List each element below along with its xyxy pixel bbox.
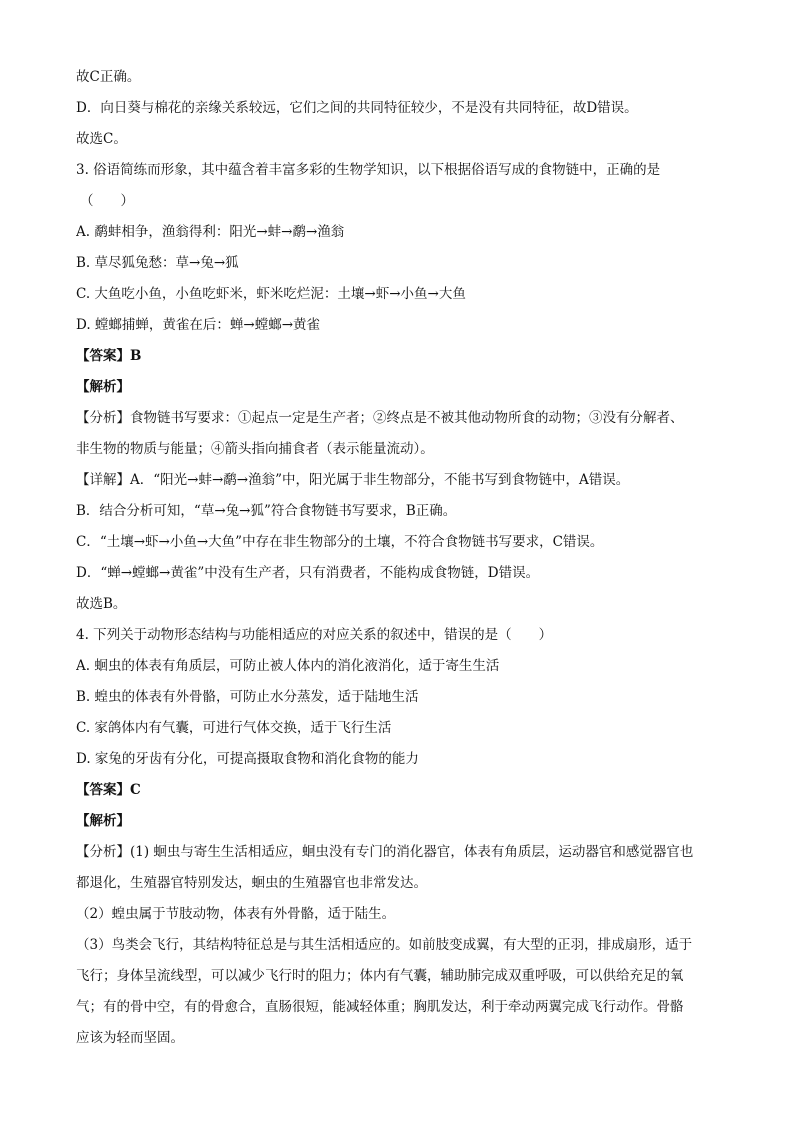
analysis-text: 应该为轻而坚固。 (76, 1030, 184, 1046)
option-c: C. 大鱼吃小鱼，小鱼吃虾米，虾米吃烂泥：土壤→虾→小鱼→大鱼 (76, 286, 466, 302)
detail-text: B．结合分析可知，“草→兔→狐”符合食物链书写要求，B正确。 (76, 503, 457, 519)
analysis-text: 都退化，生殖器官特别发达，蛔虫的生殖器官也非常发达。 (76, 875, 427, 891)
text-line: 故选B。 (76, 596, 127, 612)
option-a: A. 鹬蚌相争，渔翁得利：阳光→蚌→鹬→渔翁 (76, 224, 345, 240)
option-b: B. 蝗虫的体表有外骨骼，可防止水分蒸发，适于陆地生活 (76, 689, 419, 705)
option-d: D. 家兔的牙齿有分化，可提高摄取食物和消化食物的能力 (76, 751, 419, 767)
text-line: 故选C。 (76, 131, 127, 147)
detail-text: C．“土壤→虾→小鱼→大鱼”中存在非生物部分的土壤，不符合食物链书写要求，C错误。 (76, 534, 604, 550)
analysis-text: 非生物的物质与能量；④箭头指向捕食者（表示能量流动）。 (76, 441, 434, 457)
text-line: 故C正确。 (76, 69, 141, 85)
option-d: D. 螳螂捕蝉，黄雀在后：蝉→螳螂→黄雀 (76, 317, 321, 333)
document-page (76, 62, 726, 1054)
question-stem: 3. 俗语简练而形象，其中蕴含着丰富多彩的生物学知识，以下根据俗语写成的食物链中，正确的是 (76, 162, 661, 178)
analysis-text: 【分析】食物链书写要求：①起点一定是生产者；②终点是不被其他动物所食的动物；③没有分解者、 (76, 410, 684, 426)
question-stem: 4. 下列关于动物形态结构与功能相适应的对应关系的叙述中，错误的是（ ） (76, 627, 553, 643)
analysis-label: 【解析】 (76, 813, 130, 829)
analysis-text: （2）蝗虫属于节肢动物，体表有外骨骼，适于陆生。 (76, 906, 396, 922)
analysis-text: 飞行；身体呈流线型，可以减少飞行时的阻力；体内有气囊，辅助肺完成双重呼吸，可以供给充足的氧 (76, 968, 684, 984)
detail-text: D．“蝉→螳螂→黄雀”中没有生产者，只有消费者，不能构成食物链，D错误。 (76, 565, 540, 581)
detail-text: 【详解】A．“阳光→蚌→鹬→渔翁”中，阳光属于非生物部分，不能书写到食物链中，A错误。 (76, 472, 630, 488)
option-b: B. 草尽狐兔愁：草→兔→狐 (76, 255, 239, 271)
answer-label: 【答案】C (76, 782, 141, 798)
text-line: D．向日葵与棉花的亲缘关系较远，它们之间的共同特征较少，不是没有共同特征，故D错误。 (76, 100, 638, 116)
answer-label: 【答案】B (76, 348, 142, 364)
analysis-text: 气；有的骨中空，有的骨愈合，直肠很短，能减轻体重；胸肌发达，利于牵动两翼完成飞行动作。骨骼 (76, 999, 684, 1015)
option-c: C. 家鸽体内有气囊，可进行气体交换，适于飞行生活 (76, 720, 392, 736)
analysis-text: （3）鸟类会飞行，其结构特征总是与其生活相适应的。如前肢变成翼，有大型的正羽，排成扇形，适于 (76, 937, 693, 953)
option-a: A. 蛔虫的体表有角质层，可防止被人体内的消化液消化，适于寄生生活 (76, 658, 500, 674)
analysis-text: 【分析】(1) 蛔虫与寄生生活相适应，蛔虫没有专门的消化器官，体表有角质层，运动器官和感觉器官也 (76, 844, 694, 860)
analysis-label: 【解析】 (76, 379, 130, 395)
answer-bracket: （ ） (80, 193, 134, 209)
